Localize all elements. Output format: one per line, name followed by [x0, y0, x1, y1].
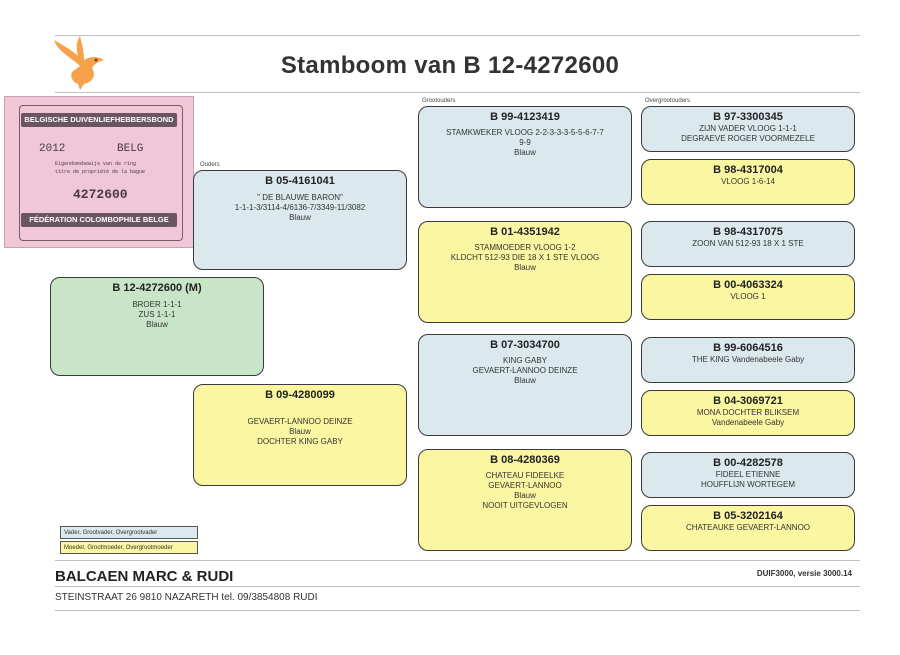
great-grandparent-card	[641, 337, 855, 383]
great-grandparent-card	[641, 274, 855, 320]
grandparent-line: GEVAERT-LANNOO DEINZE	[472, 366, 578, 375]
great-grandparent-card	[641, 106, 855, 152]
great-grandparent-line: CHATEAUKE GEVAERT-LANNOO	[685, 523, 811, 532]
great-grandparent-line: ZOON VAN 512-93 18 X 1 STE	[692, 239, 804, 248]
great-grandparent-ring: B 98-4317004	[713, 164, 783, 176]
great-grandparent-ring: B 99-6064516	[713, 342, 783, 354]
great-grandparent-card	[641, 159, 855, 205]
grandparent-line: KING GABY	[502, 356, 547, 365]
legend-female: Moeder, Grootmoeder, Overgrootmoeder	[60, 541, 198, 554]
stamp-ring-number: 4272600	[73, 187, 128, 202]
great-grandparent-ring: B 97-3300345	[713, 111, 783, 123]
grandparent-line: NOOIT UITGEVLOGEN	[482, 501, 568, 510]
grandparent-ring: B 01-4351942	[490, 226, 560, 238]
subject-line: BROER 1-1-1	[132, 300, 182, 309]
grandparent-ring: B 08-4280369	[490, 454, 560, 466]
page-title: Stamboom van B 12-4272600	[280, 52, 620, 79]
parent-ring: B 05-4161041	[265, 175, 335, 187]
great-grandparent-ring: B 00-4282578	[713, 457, 783, 469]
grandparent-card	[418, 221, 632, 323]
stamp-year: 2012	[39, 143, 66, 155]
great-grandparent-ring: B 05-3202164	[713, 510, 783, 522]
parent-line	[194, 407, 406, 417]
great-grandparent-ring: B 00-4063324	[713, 279, 783, 291]
stamp-small-1: Eigendomsbewijs van de ring	[55, 161, 137, 167]
ring-certificate-stamp	[4, 96, 194, 248]
great-grandparent-line: Vandenabeele Gaby	[711, 418, 785, 427]
title-rule	[55, 92, 860, 93]
great-grandparent-card	[641, 221, 855, 267]
grandparent-line: CHATEAU FIDEELKE	[485, 471, 565, 480]
grandparent-ring: B 99-4123419	[490, 111, 560, 123]
great-grandparent-line: HOUFFLIJN WORTEGEM	[700, 480, 796, 489]
great-grandparent-line: FIDEEL ETIENNE	[715, 470, 781, 479]
label-overgrootouders: Overgrootouders	[645, 98, 691, 104]
footer-rule-bottom	[55, 610, 860, 611]
owner-name: BALCAEN MARC & RUDI	[55, 568, 234, 585]
label-ouders: Ouders	[200, 162, 220, 168]
legend-male: Vader, Grootvader, Overgrootvader	[60, 526, 198, 539]
software-version: DUIF3000, versie 3000.14	[756, 569, 852, 578]
great-grandparent-ring: B 98-4317075	[713, 226, 783, 238]
grandparent-line: Blauw	[514, 148, 536, 157]
top-rule	[55, 35, 860, 36]
grandparent-line: Blauw	[514, 376, 536, 385]
owner-address: STEINSTRAAT 26 9810 NAZARETH tel. 09/3854808 RUDI	[55, 592, 318, 603]
subject-ring: B 12-4272600 (M)	[112, 282, 202, 294]
great-grandparent-line: VLOOG 1-6-14	[721, 177, 775, 186]
grandparent-card	[418, 449, 632, 551]
grandparent-card	[418, 334, 632, 436]
subject-line: ZUS 1-1-1	[138, 310, 176, 319]
great-grandparent-line: ZIJN VADER VLOOG 1-1-1	[699, 124, 797, 133]
great-grandparent-line: VLOOG 1	[730, 292, 766, 301]
parent-line: 1-1-1-3/3114-4/6136-7/3349-11/3082	[234, 203, 366, 212]
parent-card-father	[193, 170, 407, 270]
great-grandparent-card	[641, 505, 855, 551]
great-grandparent-card	[641, 452, 855, 498]
parent-line: " DE BLAUWE BARON"	[257, 193, 343, 202]
grandparent-line: STAMMOEDER VLOOG 1-2	[474, 243, 576, 252]
parent-line: DOCHTER KING GABY	[257, 437, 343, 446]
parent-ring: B 09-4280099	[265, 389, 335, 401]
great-grandparent-line: DEGRAEVE ROGER VOORMEZELE	[681, 134, 815, 143]
grandparent-line: Blauw	[514, 491, 536, 500]
stamp-bottom-band: FÉDÉRATION COLOMBOPHILE BELGE	[21, 213, 177, 227]
stamp-country: BELG	[117, 143, 144, 155]
grandparent-line: 9-9	[519, 138, 531, 147]
parent-card-mother	[193, 384, 407, 486]
great-grandparent-line: THE KING Vandenabeele Gaby	[691, 355, 805, 364]
parent-line: Blauw	[289, 213, 311, 222]
subject-card	[50, 277, 264, 376]
great-grandparent-line: MONA DOCHTER BLIKSEM	[696, 408, 800, 417]
grandparent-line: STAMKWEKER VLOOG 2-2-3-3-3-5-5-6-7-7	[446, 128, 604, 137]
great-grandparent-ring: B 04-3069721	[713, 395, 783, 407]
footer-rule-top	[55, 560, 860, 561]
footer-rule-mid	[55, 586, 860, 587]
label-grootouders: Grootouders	[422, 98, 456, 104]
grandparent-card	[418, 106, 632, 208]
parent-line: Blauw	[289, 427, 311, 436]
subject-line: Blauw	[146, 320, 168, 329]
stamp-small-2: titre de propriété de la bague	[55, 169, 146, 175]
grandparent-line: GEVAERT-LANNOO	[488, 481, 562, 490]
stamp-top-band: BELGISCHE DUIVENLIEFHEBBERSBOND	[21, 113, 177, 127]
parent-line: GEVAERT-LANNOO DEINZE	[247, 417, 353, 426]
grandparent-line: KLDCHT 512-93 DIE 18 X 1 STE VLOOG	[450, 253, 600, 262]
great-grandparent-card	[641, 390, 855, 436]
grandparent-line: Blauw	[514, 263, 536, 272]
grandparent-ring: B 07-3034700	[490, 339, 560, 351]
